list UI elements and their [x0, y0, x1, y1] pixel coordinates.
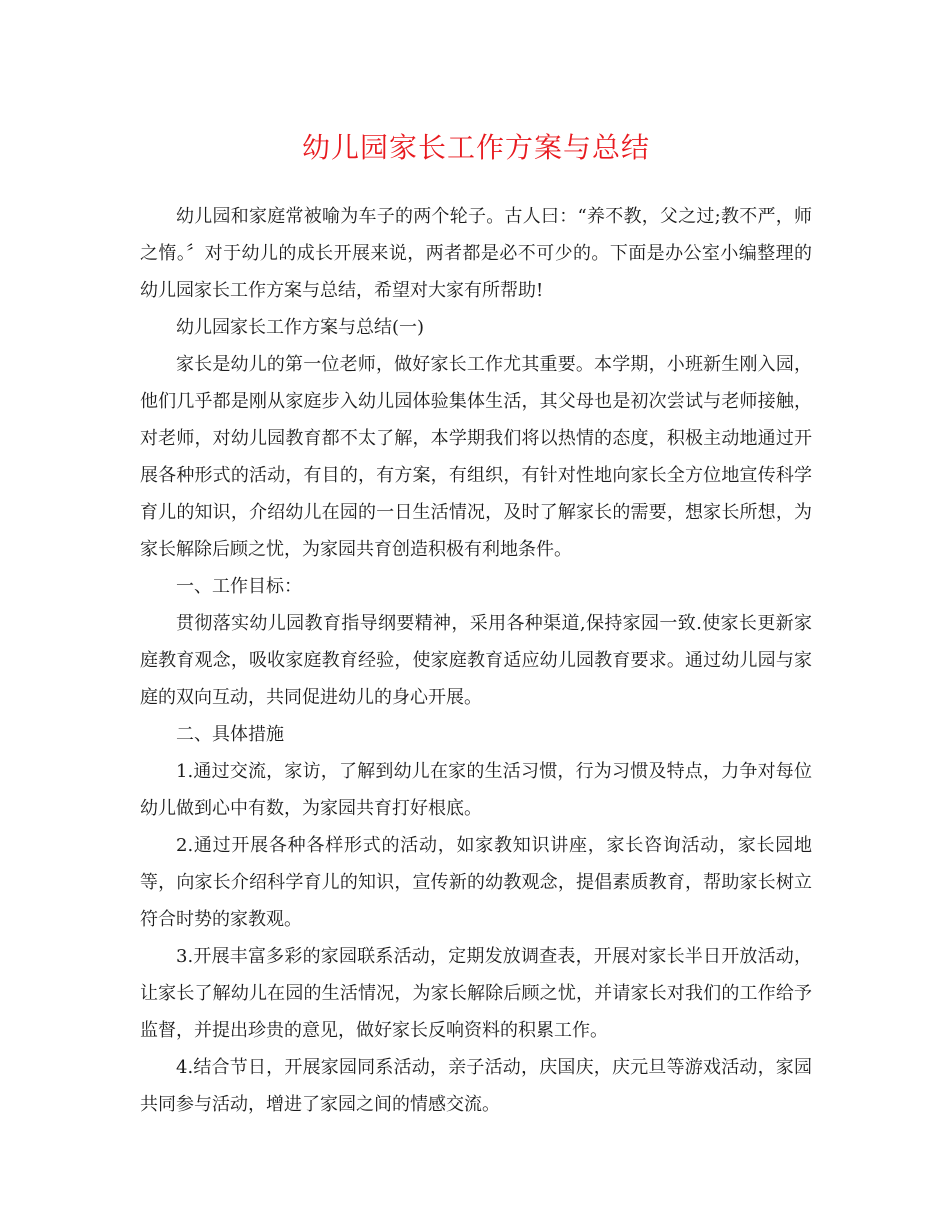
goal-heading: 一、工作目标： — [176, 576, 302, 597]
document-page — [140, 128, 812, 1123]
measures-heading: 二、具体措施 — [176, 724, 284, 745]
goal-paragraph: 贯彻落实幼儿园教育指导纲要精神，采用各种渠道,保持家园一致.使家长更新家庭教育观念，吸收家庭教育经验，使家庭教育适应幼儿园教育要求。通过幼儿园与家庭的双向互动，共同促进幼儿的身心开展。 — [140, 613, 812, 708]
document-title: 幼儿园家长工作方案与总结 — [301, 131, 650, 164]
measure-item-1: 1.通过交流，家访，了解到幼儿在家的生活习惯，行为习惯及特点，力争对每位幼儿做到心中有数，为家园共育打好根底。 — [140, 761, 812, 819]
measure-item-3: 3.开展丰富多彩的家园联系活动，定期发放调查表，开展对家长半日开放活动，让家长了解幼儿在园的生活情况，为家长解除后顾之忧，并请家长对我们的工作给予监督，并提出珍贵的意见，做好家长反响资料的积累工作。 — [140, 946, 812, 1041]
intro-paragraph: 幼儿园和家庭常被喻为车子的两个轮子。古人曰：“养不教，父之过;教不严，师之惰。〞对于幼儿的成长开展来说，两者都是必不可少的。下面是办公室小编整理的幼儿园家长工作方案与总结，希望对大家有所帮助! — [140, 206, 812, 301]
measure-item-2: 2.通过开展各种各样形式的活动，如家教知识讲座，家长咨询活动，家长园地等，向家长介绍科学育儿的知识，宣传新的幼教观念，提倡素质教育，帮助家长树立符合时势的家教观。 — [140, 835, 812, 930]
measure-item-4: 4.结合节日，开展家园同系活动，亲子活动，庆国庆，庆元旦等游戏活动，家园共同参与活动，增进了家园之间的情感交流。 — [140, 1057, 812, 1115]
section-heading: 幼儿园家长工作方案与总结(一) — [176, 317, 425, 338]
body-paragraph: 家长是幼儿的第一位老师，做好家长工作尤其重要。本学期，小班新生刚入园，他们几乎都是刚从家庭步入幼儿园体验集体生活，其父母也是初次尝试与老师接触，对老师，对幼儿园教育都不太了解，本学期我们将以热情的态度，积极主动地通过开展各种形式的活动，有目的，有方案，有组织，有针对性地向家长全方位地宣传科学育儿的知识，介绍幼儿在园的一日生活情况，及时了解家长的需要，想家长所想，为家长解除后顾之忧，为家园共育创造积极有利地条件。 — [140, 354, 812, 560]
